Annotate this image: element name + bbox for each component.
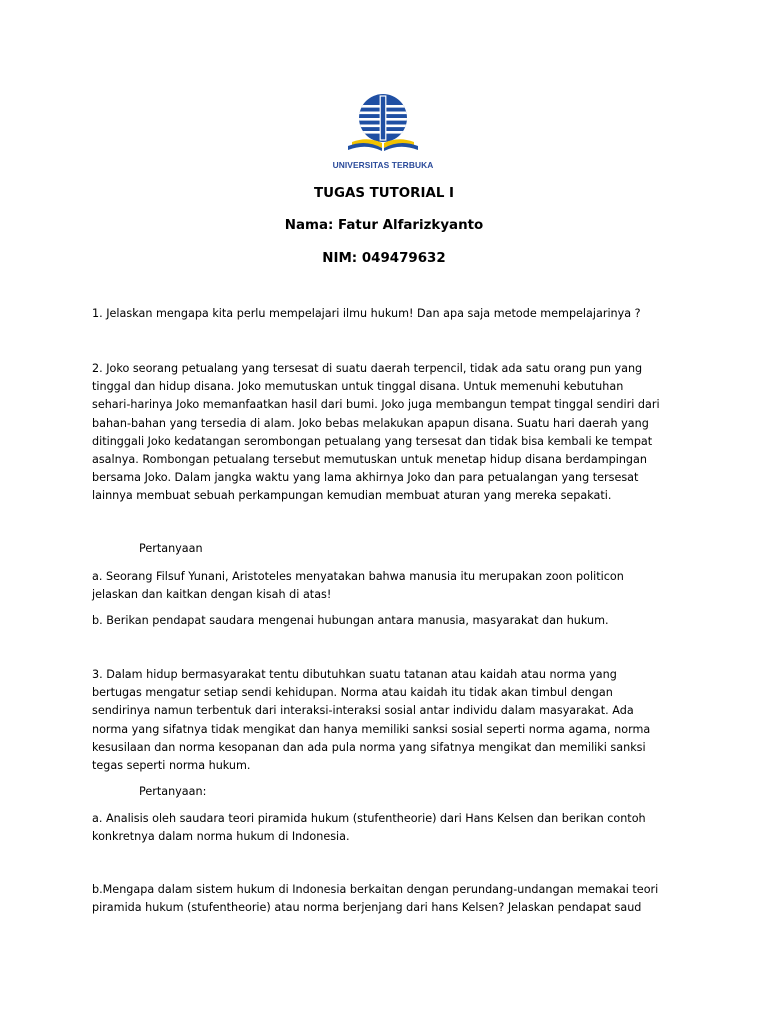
question-3-line: bertugas mengatur setiap sendi kehidupan. Norma atau kaidah itu tidak akan timbul dengan: [92, 686, 613, 700]
question-2a-line: jelaskan dan kaitkan dengan kisah di atas!: [92, 588, 332, 602]
student-nim: NIM: 049479632: [322, 251, 446, 266]
document-title: TUGAS TUTORIAL I: [313, 186, 455, 201]
question-1: [92, 305, 682, 323]
question-1-line: 1. Jelaskan mengapa kita perlu mempelajari ilmu hukum! Dan apa saja metode mempelajarinya ?: [92, 307, 641, 320]
question-3b-line: b.Mengapa dalam sistem hukum di Indonesia berkaitan dengan perundang-undangan memakai teori: [92, 883, 659, 896]
universitas-terbuka-emblem-icon: [318, 86, 448, 160]
question-3-line: norma yang sifatnya tidak mengikat dan hanya memiliki sanksi sosial seperti norma agama, norma: [92, 722, 651, 736]
question-3-line: tegas seperti norma hukum.: [92, 758, 251, 772]
question-heading: Pertanyaan: [139, 542, 203, 555]
question-3a-line: konkretnya dalam norma hukum di Indonesia.: [92, 830, 350, 844]
question-3b-line: piramida hukum (stufentheorie) atau norma berjenjang dari hans Kelsen? Jelaskan pendapat saud: [92, 901, 642, 915]
question-2-line: lainnya membuat sebuah perkampungan kemudian membuat aturan yang mereka sepakati.: [92, 489, 612, 503]
question-heading: Pertanyaan:: [139, 785, 207, 798]
question-3a: [92, 810, 682, 846]
question-3-line: 3. Dalam hidup bermasyarakat tentu dibutuhkan suatu tatanan atau kaidah atau norma yang: [92, 668, 617, 681]
question-2-line: 2. Joko seorang petualang yang tersesat di suatu daerah terpencil, tidak ada satu orang pun yang: [92, 362, 643, 375]
question-3a-line: a. Analisis oleh saudara teori piramida hukum (stufentheorie) dari Hans Kelsen dan berikan contoh: [92, 812, 646, 825]
question-2-line: sehari-harinya Joko memanfaatkan hasil dari bumi. Joko juga membangun tempat tinggal sendiri dari: [92, 398, 660, 412]
question-2-line: asalnya. Rombongan petualang tersebut memutuskan untuk menetap hidup disana berdampingan: [92, 452, 647, 466]
question-3-heading: [139, 783, 729, 801]
question-2a: [92, 568, 682, 604]
question-3b: [92, 881, 682, 917]
university-logo: [318, 86, 448, 176]
question-2-line: bersama Joko. Dalam jangka waktu yang lama akhirnya Joko dan para petualangan yang tersesat: [92, 471, 639, 485]
question-2-line: tinggal dan hidup disana. Joko memutuskan untuk tinggal disana. Untuk memenuhi kebutuhan: [92, 380, 624, 394]
question-2-text: [92, 360, 682, 506]
question-2a-line: a. Seorang Filsuf Yunani, Aristoteles menyatakan bahwa manusia itu merupakan zoon politicon: [92, 570, 624, 583]
question-2b: [92, 612, 682, 630]
question-3-text: [92, 666, 682, 775]
question-2-heading: [139, 540, 729, 558]
question-3-line: kesusilaan dan norma kesopanan dan ada pula norma yang sifatnya mengikat dan memiliki sanksi: [92, 740, 646, 754]
question-3-line: sendirinya namun terbentuk dari interaksi-interaksi sosial antar individu dalam masyarakat. Ada: [92, 704, 634, 718]
question-2b-line: b. Berikan pendapat saudara mengenai hubungan antara manusia, masyarakat dan hukum.: [92, 614, 609, 627]
logo-text: UNIVERSITAS TERBUKA: [332, 160, 434, 170]
question-2-line: bahan-bahan yang tersedia di alam. Joko bebas melakukan apapun disana. Suatu hari daerah yang: [92, 416, 649, 430]
question-2-line: ditinggali Joko kedatangan serombongan petualang yang tersesat dan tidak bisa kembali ke tempat: [92, 434, 653, 448]
student-name: Nama: Fatur Alfarizkyanto: [284, 218, 484, 233]
